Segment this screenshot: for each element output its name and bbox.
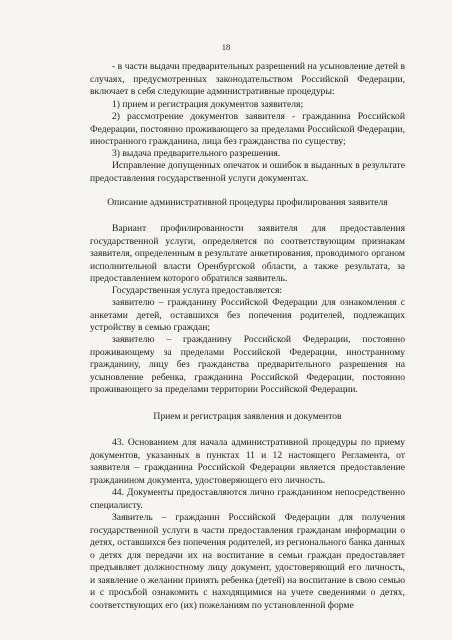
- paragraph-43: 43. Основанием для начала административной процедуры по приему документов, указанных в пунктах 11 и 12 настоящего Регламента, от заявителя – гражданина Российской Федерации является предоставление гражданином документа, удостоверяющего его личность.: [90, 437, 405, 486]
- list-item-3: 3) выдача предварительного разрешения.: [112, 148, 281, 159]
- paragraph-44: 44. Документы предоставляются лично гражданином непосредственно специалисту.: [90, 487, 405, 511]
- paragraph-applicant-request: Заявитель – гражданин Российской Федерации для получения государственной услуги в части предоставления гражданам информации о детях, оставшихся без попечения родителей, из регионального банка данных о детях для передачи их на воспитание в семьи граждан предоставляет предъявляет должностному лицу документ, удостоверяющий его личность, и заявление о желании принять ребенка (детей) на воспитание в свою семью и с просьбой ознакомить с находящимися на учете сведениями о детях, соответствующих его (их) пожеланиям по установленной форме: [90, 512, 405, 611]
- paragraph-intro: - в части выдачи предварительных разрешений на усыновление детей в случаях, предусмотренных законодательством Российской Федерации, включает в себя следующие административные процедуры:: [90, 61, 405, 97]
- page-number: 18: [221, 42, 231, 52]
- paragraph-profiling-variant: Вариант профилированности заявителя для предоставления государственной услуги, определяется по соответствующим признакам заявителя, определенным в результате анкетирования, проводимого органом исполнительной власти Оренбургской области, а также результата, за предоставлением которого обратился заявитель.: [90, 223, 405, 284]
- paragraph-applicant-abroad: заявителю – гражданину Российской Федерации, постоянно проживающему за пределами Российской Федерации, иностранному гражданину, лицу без гражданства предварительного разрешения на усыновление ребенка, гражданина Российской Федерации, постоянно проживающего за пределами территории Российской Федерации.: [90, 334, 405, 395]
- paragraph-applicant-citizen: заявителю – гражданину Российской Федерации для ознакомления с анкетами детей, оставшихся без попечения родителей, подлежащих устройству в семью граждан;: [90, 297, 405, 333]
- list-item-2: 2) рассмотрение документов заявителя - гражданина Российской Федерации, постоянно проживающего за пределами Российской Федерации, иностранного гражданина, лица без гражданства по существу;: [90, 111, 405, 147]
- paragraph-corrections: Исправление допущенных опечаток и ошибок в выданных в результате предоставления государственной услуги документах.: [90, 160, 405, 184]
- list-item-1: 1) прием и регистрация документов заявителя;: [112, 99, 304, 110]
- section-heading-reception: Прием и регистрация заявления и документов: [153, 411, 342, 422]
- section-heading-profiling: Описание административной процедуры профилирования заявителя: [107, 197, 388, 208]
- paragraph-service-provided: Государственная услуга предоставляется:: [112, 285, 283, 296]
